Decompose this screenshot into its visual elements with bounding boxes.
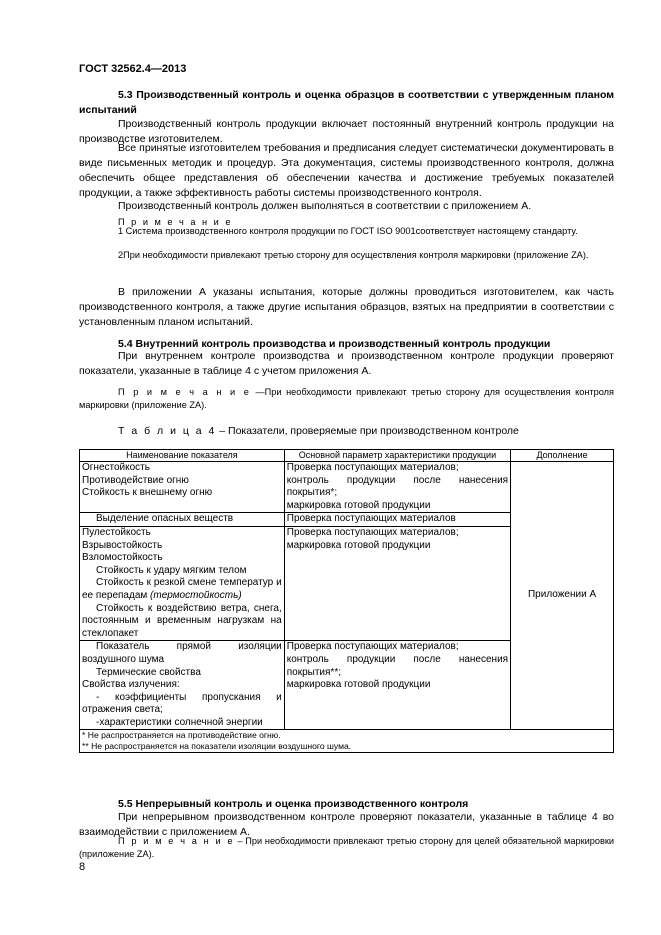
indicator-name: Выделение опасных веществ (96, 513, 234, 525)
page-number: 8 (79, 861, 86, 873)
s53-note-1: 1 Система производственного контроля продукции по ГОСТ ISO 9001соответствует настоящему стандарту. (118, 226, 578, 236)
section-5-3-heading: 5.3 Производственный контроль и оценка образцов в соответствии с утвержденным планом испытаний (79, 89, 614, 116)
table-footnotes (80, 730, 614, 753)
s53-paragraph-2: Все принятые изготовителем требования и предписания следует систематически документировать в виде письменных методик и процедур. Эта документация, системы производственного контроля, должна обеспечить общее представления об обеспечении качества и достижение требуемых показателей продукции, а также эффективность работы системы производственного контроля. (79, 142, 614, 199)
parameter-cell: Проверка поступающих материалов (284, 513, 510, 527)
indicator-name: Пулестойкость (82, 526, 151, 538)
s54-paragraph-1: При внутреннем контроле производства и производственном контроле продукции проверяют показатели, указанные в таблице 4 с учетом приложения А. (79, 350, 614, 377)
s55-note-label: П р и м е ч а н и е (118, 836, 235, 846)
parameter-text: контроль продукции после нанесения покрытия**; (286, 653, 509, 678)
parameter-cell (284, 641, 510, 730)
s55-paragraph-1: При непрерывном производственном контроле проверяют показатели, указанные в таблице 4 во взаимодействии с приложением А. (79, 811, 614, 838)
table-caption (79, 424, 614, 439)
indicator-name: Взломостойкость (82, 552, 163, 564)
table-caption-text: – Показатели, проверяемые при производственном контроле (216, 425, 519, 437)
indicator-name: - коэффициенты пропускания и отражения света; (82, 691, 282, 716)
document-header: ГОСТ 32562.4—2013 (79, 63, 187, 75)
s53-note-2: 2При необходимости привлекают третью сторону для осуществления контроля маркировки (приложение ZA). (118, 250, 589, 260)
s53-paragraph-3: Производственный контроль должен выполняться в соответствии с приложением А. (118, 200, 532, 212)
indicator-cell (80, 526, 285, 640)
s55-note (79, 835, 614, 861)
parameter-text: маркировка готовой продукции (286, 679, 431, 691)
indicator-name (82, 577, 282, 602)
parameter-cell (284, 526, 510, 640)
parameter-text: Проверка поступающих материалов; (286, 526, 459, 538)
s53-paragraph-1: Производственный контроль продукции включает постоянный внутренний контроль продукции на производстве изготовителем. (79, 118, 614, 145)
indicator-cell (80, 462, 285, 513)
parameter-cell (284, 462, 510, 513)
indicator-cell (80, 513, 285, 527)
extra-cell: Приложении А (511, 462, 614, 730)
indicator-name: -характеристики солнечной энергии (96, 716, 263, 728)
table-row (80, 462, 614, 513)
indicators-table (79, 449, 614, 753)
parameter-text: контроль продукции после нанесения покрытия*; (286, 474, 509, 499)
header-name: Наименование показателя (80, 450, 285, 462)
table-header-row (80, 450, 614, 462)
parameter-text: маркировка готовой продукции (286, 539, 431, 551)
parameter-text: Проверка поступающих материалов; (286, 462, 459, 473)
parameter-text: Проверка поступающих материалов; (286, 641, 459, 653)
s53-paragraph-4: В приложении А указаны испытания, которые должны проводиться изготовителем, как часть производственного контроля, а также другие испытания образцов, взятых на предприятии в соответствии с установленным планом испытаний. (79, 286, 614, 328)
s54-note-label: П р и м е ч а н и е (118, 387, 251, 397)
section-5-5-heading: 5.5 Непрерывный контроль и оценка производственного контроля (118, 798, 469, 810)
footnote-2: ** Не распространяется на показатели изоляции воздушного шума. (82, 741, 352, 752)
table-footnote-row (80, 730, 614, 753)
s54-note (79, 386, 614, 412)
indicator-italic: (термостойкость) (150, 589, 242, 601)
section-5-4-heading: 5.4 Внутренний контроль производства и производственный контроль продукции (118, 338, 551, 350)
indicator-name: Противодействие огню (82, 474, 189, 486)
indicator-name: Стойкость к воздействию ветра, снега, постоянным и временным нагрузкам на стеклопакет (82, 602, 282, 639)
s53-note-title: П р и м е ч а н и е (118, 217, 233, 227)
header-parameter: Основной параметр характеристики продукции (284, 450, 510, 462)
indicator-name: Свойства излучения: (82, 679, 180, 691)
header-extra: Дополнение (511, 450, 614, 462)
indicator-name: Показатель прямой изоляции воздушного шума (82, 641, 282, 665)
table-caption-label: Т а б л и ц а 4 (118, 425, 217, 437)
s55-note-text: – При необходимости привлекают третью сторону для целей обязательной маркировки (приложение ZA). (79, 836, 614, 859)
indicator-name: Взрывостойкость (82, 539, 163, 551)
indicator-name: Термические свойства (96, 666, 201, 678)
parameter-text: маркировка готовой продукции (286, 499, 431, 511)
indicator-name: Огнестойкость (82, 462, 150, 473)
indicator-name: Стойкость к внешнему огню (82, 487, 213, 499)
footnote-1: * Не распространяется на противодействие огню. (82, 730, 281, 741)
indicator-name: Стойкость к удару мягким телом (96, 564, 247, 576)
s54-note-text: —При необходимости привлекают третью сторону для осуществления контроля маркировки (приложение ZA). (79, 387, 614, 410)
indicator-text: Стойкость к резкой смене температур и ее перепадам (82, 577, 282, 601)
indicator-cell (80, 641, 285, 730)
